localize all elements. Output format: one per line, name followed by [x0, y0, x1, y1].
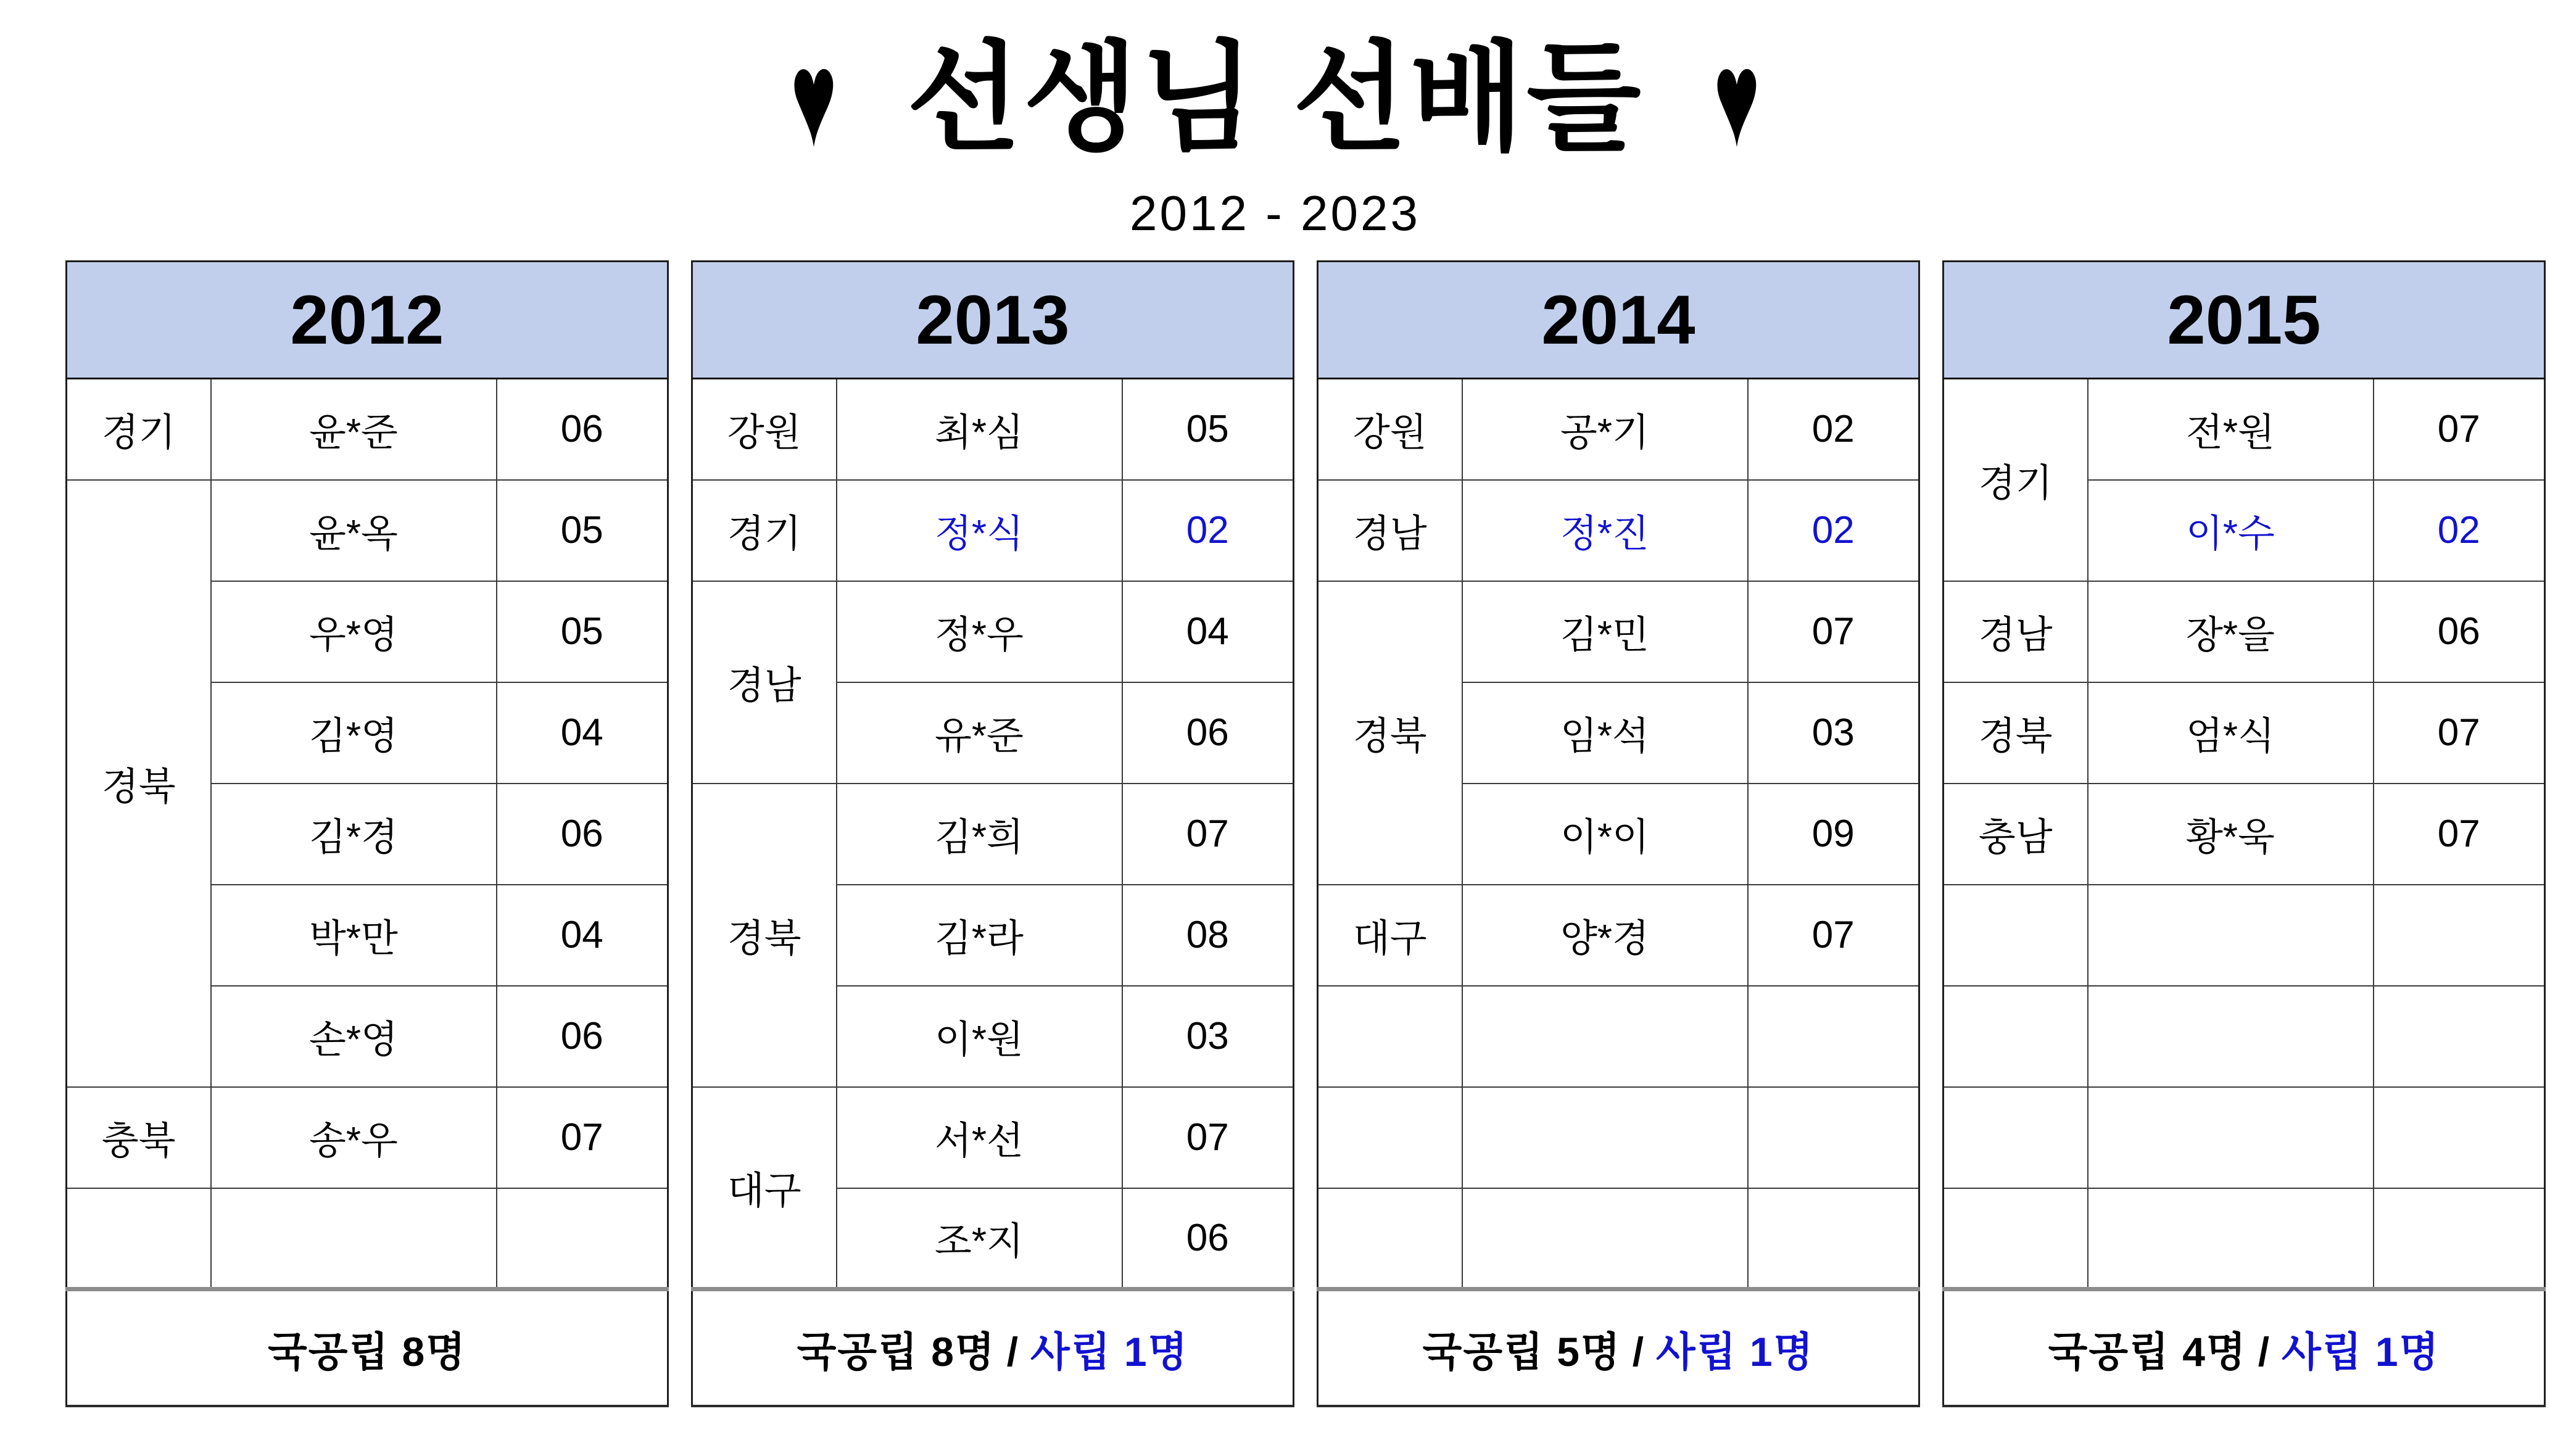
name-cell: 송*우	[211, 1087, 497, 1188]
number-cell: 02	[1748, 379, 1919, 480]
footer-public-count: 국공립 4명	[2048, 1328, 2247, 1375]
name-cell	[1462, 1087, 1748, 1188]
region-cell	[1944, 1188, 2088, 1289]
tables-row	[0, 260, 2550, 1407]
number-cell	[2374, 1188, 2545, 1289]
table-row	[1318, 1087, 1919, 1188]
table-row	[1944, 986, 2545, 1087]
region-cell	[1944, 885, 2088, 986]
number-cell: 02	[2374, 480, 2545, 581]
year-header: 2015	[1944, 262, 2545, 379]
number-cell: 04	[1122, 581, 1294, 682]
footer-public-count: 국공립 5명	[1422, 1328, 1621, 1375]
name-cell	[2088, 1188, 2374, 1289]
number-cell: 07	[2374, 682, 2545, 784]
region-cell	[1318, 1188, 1462, 1289]
number-cell: 06	[1122, 1188, 1294, 1289]
number-cell: 06	[497, 986, 668, 1087]
name-cell: 공*기	[1462, 379, 1748, 480]
name-cell: 김*영	[211, 682, 497, 784]
name-cell: 손*영	[211, 986, 497, 1087]
name-cell	[1462, 986, 1748, 1087]
name-cell: 엄*식	[2088, 682, 2374, 784]
number-cell	[1748, 1087, 1919, 1188]
footer-public-count: 국공립 8명	[797, 1328, 996, 1375]
name-cell: 황*욱	[2088, 784, 2374, 885]
name-cell: 임*석	[1462, 682, 1748, 784]
name-cell: 서*선	[837, 1087, 1122, 1188]
region-cell: 경북	[1944, 682, 2088, 784]
number-cell: 09	[1748, 784, 1919, 885]
name-cell: 정*우	[837, 581, 1122, 682]
footer-public-count: 국공립 8명	[267, 1328, 467, 1375]
table-row	[692, 379, 1294, 480]
footer-separator: /	[1632, 1328, 1645, 1375]
number-cell: 07	[1122, 1087, 1294, 1188]
number-cell: 08	[1122, 885, 1294, 986]
table-row	[67, 1188, 668, 1289]
number-cell: 07	[1748, 581, 1919, 682]
table-row	[692, 480, 1294, 581]
region-cell: 강원	[692, 379, 837, 480]
heart-icon: ♥	[790, 22, 837, 175]
page-title-text: 선생님 선배들	[906, 31, 1644, 164]
table-row	[692, 1087, 1294, 1188]
region-cell	[1944, 986, 2088, 1087]
name-cell: 장*을	[2088, 581, 2374, 682]
name-cell: 최*심	[837, 379, 1122, 480]
year-header: 2012	[67, 262, 668, 379]
region-cell	[67, 1188, 211, 1289]
name-cell: 조*지	[837, 1188, 1122, 1289]
table-row	[67, 480, 668, 581]
number-cell: 07	[497, 1087, 668, 1188]
region-cell: 경남	[1318, 480, 1462, 581]
number-cell: 02	[1122, 480, 1294, 581]
number-cell	[2374, 986, 2545, 1087]
table-row	[1944, 784, 2545, 885]
name-cell: 김*경	[211, 784, 497, 885]
footer-summary	[1944, 1289, 2545, 1407]
name-cell	[1462, 1188, 1748, 1289]
table-row	[1318, 885, 1919, 986]
footer-private-count: 사립 1명	[2282, 1328, 2440, 1375]
number-cell: 07	[2374, 379, 2545, 480]
region-cell: 경북	[67, 480, 211, 1087]
name-cell: 김*희	[837, 784, 1122, 885]
name-cell: 우*영	[211, 581, 497, 682]
number-cell: 07	[1122, 784, 1294, 885]
region-cell: 경기	[692, 480, 837, 581]
name-cell: 박*만	[211, 885, 497, 986]
year-table-2013	[691, 260, 1294, 1407]
footer-private-count: 사립 1명	[1030, 1328, 1189, 1375]
number-cell: 05	[497, 480, 668, 581]
table-row	[1318, 480, 1919, 581]
region-cell: 경남	[692, 581, 837, 784]
table-row	[1318, 986, 1919, 1087]
table-row	[1318, 379, 1919, 480]
name-cell	[2088, 1087, 2374, 1188]
footer-summary	[692, 1289, 1294, 1407]
region-cell	[1318, 986, 1462, 1087]
table-footer-row	[1944, 1289, 2545, 1407]
region-cell: 경기	[1944, 379, 2088, 581]
name-cell: 정*진	[1462, 480, 1748, 581]
name-cell: 이*원	[837, 986, 1122, 1087]
table-row	[1944, 682, 2545, 784]
table-footer-row	[1318, 1289, 1919, 1407]
number-cell: 05	[1122, 379, 1294, 480]
number-cell: 05	[497, 581, 668, 682]
table-row	[692, 581, 1294, 682]
number-cell: 06	[2374, 581, 2545, 682]
number-cell	[497, 1188, 668, 1289]
region-cell	[1318, 1087, 1462, 1188]
table-row	[1944, 1188, 2545, 1289]
name-cell: 전*원	[2088, 379, 2374, 480]
table-row	[67, 1087, 668, 1188]
year-table-2012	[65, 260, 669, 1407]
name-cell: 윤*옥	[211, 480, 497, 581]
table-row	[1944, 885, 2545, 986]
number-cell: 07	[1748, 885, 1919, 986]
page-header	[0, 0, 2550, 241]
table-row	[1318, 1188, 1919, 1289]
name-cell: 유*준	[837, 682, 1122, 784]
page-subtitle: 2012 - 2023	[1129, 186, 1421, 241]
region-cell: 경북	[1318, 581, 1462, 885]
name-cell	[2088, 885, 2374, 986]
page-title	[0, 21, 2550, 175]
heart-icon: ♥	[1713, 22, 1760, 175]
number-cell: 02	[1748, 480, 1919, 581]
name-cell: 김*민	[1462, 581, 1748, 682]
number-cell	[1748, 986, 1919, 1087]
number-cell: 06	[497, 379, 668, 480]
footer-private-count: 사립 1명	[1656, 1328, 1815, 1375]
name-cell: 양*경	[1462, 885, 1748, 986]
name-cell	[2088, 986, 2374, 1087]
region-cell: 충남	[1944, 784, 2088, 885]
name-cell: 이*이	[1462, 784, 1748, 885]
year-header: 2014	[1318, 262, 1919, 379]
number-cell: 06	[1122, 682, 1294, 784]
number-cell	[2374, 1087, 2545, 1188]
table-row	[1318, 581, 1919, 682]
table-footer-row	[67, 1289, 668, 1407]
number-cell: 04	[497, 682, 668, 784]
region-cell	[1944, 1087, 2088, 1188]
number-cell: 03	[1748, 682, 1919, 784]
year-header: 2013	[692, 262, 1294, 379]
name-cell: 이*수	[2088, 480, 2374, 581]
footer-separator: /	[1006, 1328, 1020, 1375]
number-cell: 06	[497, 784, 668, 885]
region-cell: 충북	[67, 1087, 211, 1188]
footer-summary	[1318, 1289, 1919, 1407]
number-cell	[1748, 1188, 1919, 1289]
name-cell: 윤*준	[211, 379, 497, 480]
footer-separator: /	[2258, 1328, 2271, 1375]
table-row	[692, 784, 1294, 885]
table-footer-row	[692, 1289, 1294, 1407]
name-cell: 김*라	[837, 885, 1122, 986]
year-table-2014	[1317, 260, 1920, 1407]
region-cell: 강원	[1318, 379, 1462, 480]
year-table-2015	[1942, 260, 2546, 1407]
number-cell: 03	[1122, 986, 1294, 1087]
region-cell: 경기	[67, 379, 211, 480]
number-cell: 04	[497, 885, 668, 986]
number-cell	[2374, 885, 2545, 986]
region-cell: 대구	[1318, 885, 1462, 986]
number-cell: 07	[2374, 784, 2545, 885]
region-cell: 경북	[692, 784, 837, 1087]
footer-summary	[67, 1289, 668, 1407]
name-cell	[211, 1188, 497, 1289]
region-cell: 대구	[692, 1087, 837, 1289]
name-cell: 정*식	[837, 480, 1122, 581]
table-row	[1944, 1087, 2545, 1188]
table-row	[1944, 379, 2545, 480]
region-cell: 경남	[1944, 581, 2088, 682]
table-row	[1944, 581, 2545, 682]
table-row	[67, 379, 668, 480]
